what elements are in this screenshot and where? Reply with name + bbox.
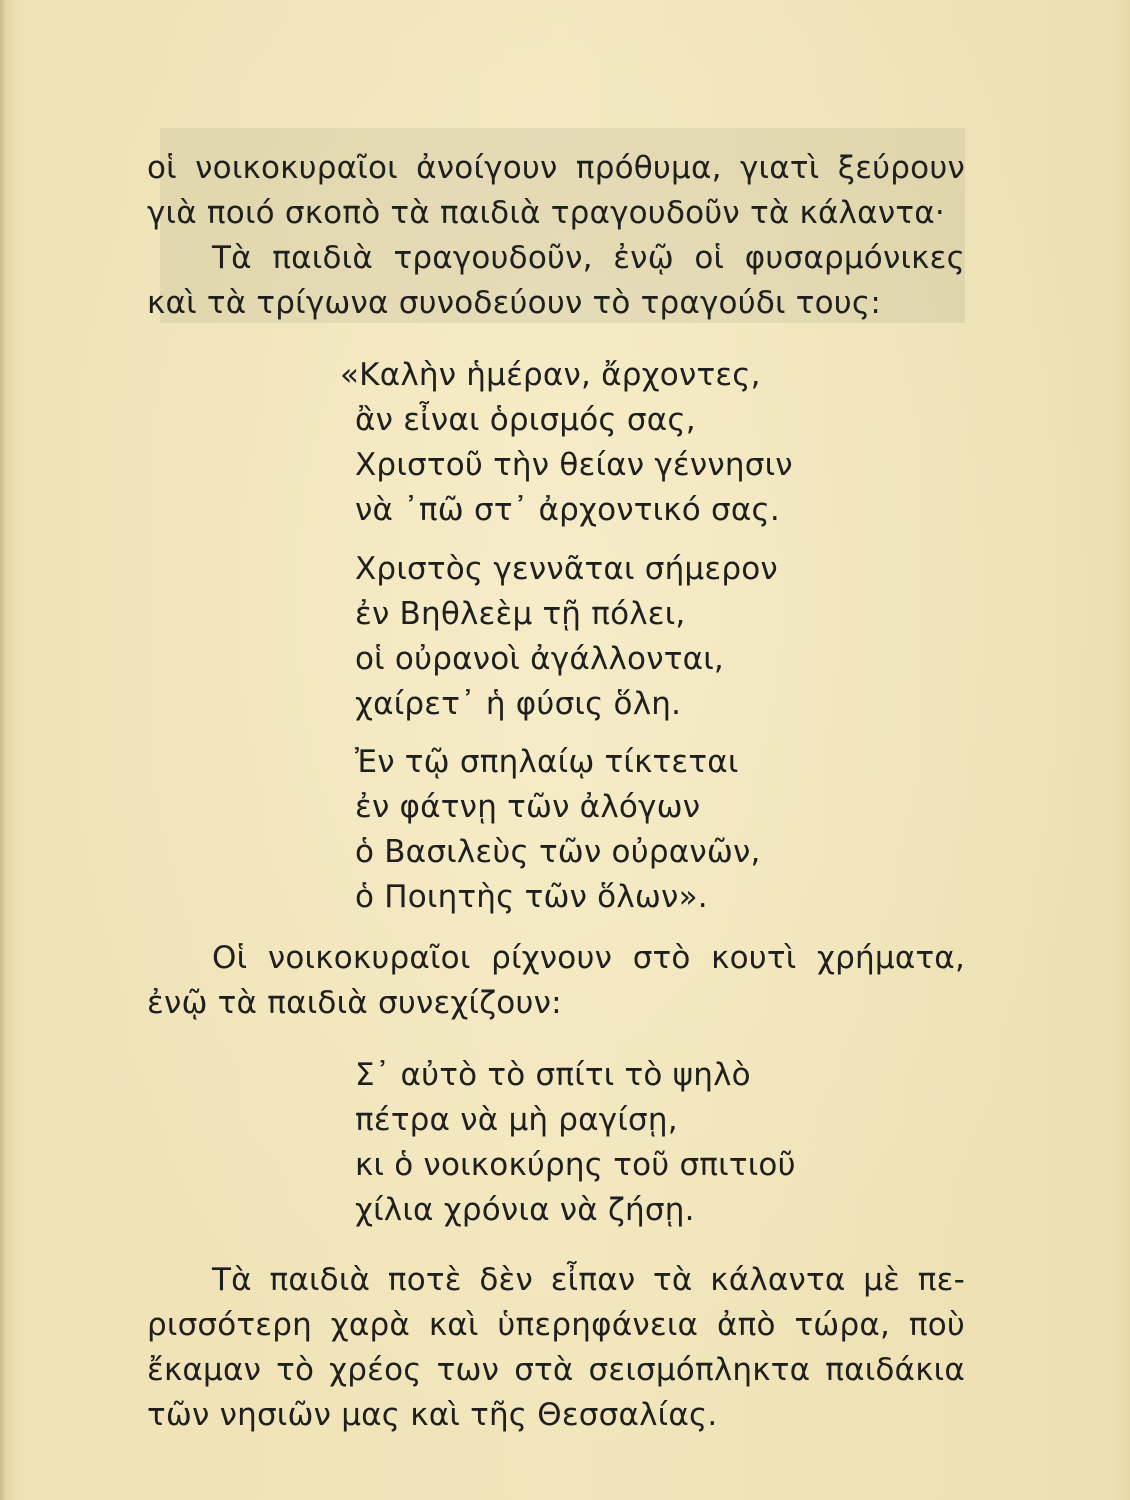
verse-line: ἐν Βηθλεὲμ τῇ πόλει, bbox=[355, 596, 686, 632]
verse-line: χαίρετ᾽ ἡ φύσις ὅλη. bbox=[355, 686, 682, 722]
verse-line: Χριστὸς γεννᾶται σήμερον bbox=[355, 551, 778, 587]
verse-line: ὁ Βασιλεὺς τῶν οὐρανῶν, bbox=[355, 834, 761, 870]
verse-line: ἐν φάτνῃ τῶν ἀλόγων bbox=[355, 789, 701, 825]
page-spine-shadow bbox=[0, 0, 6, 1500]
text-line: ἔκαμαν τὸ χρέος των στὰ σεισμόπληκτα παιδάκια bbox=[147, 1352, 965, 1388]
verse-line: Ἐν τῷ σπηλαίῳ τίκτεται bbox=[355, 744, 739, 780]
verse-line: «Καλὴν ἡμέραν, ἄρχοντες, bbox=[340, 357, 761, 393]
text-line: Οἱ νοικοκυραῖοι ρίχνουν στὸ κουτὶ χρήματα, bbox=[212, 940, 965, 976]
verse-line: ἂν εἶναι ὁρισμός σας, bbox=[355, 402, 696, 438]
text-line: καὶ τὰ τρίγωνα συνοδεύουν τὸ τραγούδι τους: bbox=[147, 285, 881, 321]
verse-line: ὁ Ποιητὴς τῶν ὅλων». bbox=[355, 879, 708, 915]
verse-line: Χριστοῦ τὴν θείαν γέννησιν bbox=[355, 447, 793, 483]
text-line: ἐνῷ τὰ παιδιὰ συνεχίζουν: bbox=[147, 985, 562, 1021]
verse-line: οἱ οὐρανοὶ ἀγάλλονται, bbox=[355, 641, 724, 677]
text-line: γιὰ ποιό σκοπὸ τὰ παιδιὰ τραγουδοῦν τὰ κάλαντα· bbox=[147, 195, 945, 231]
verse-line: νὰ ᾽πῶ στ᾽ ἀρχοντικό σας. bbox=[355, 492, 780, 528]
verse-line: Σ᾽ αὐτὸ τὸ σπίτι τὸ ψηλὸ bbox=[355, 1057, 751, 1093]
text-line: τῶν νησιῶν μας καὶ τῆς Θεσσαλίας. bbox=[147, 1397, 718, 1433]
verse-line: χίλια χρόνια νὰ ζήσῃ. bbox=[355, 1192, 695, 1228]
text-line: ρισσότερη χαρὰ καὶ ὑπερηφάνεια ἀπὸ τώρα, ποὺ bbox=[147, 1307, 965, 1343]
verse-line: πέτρα νὰ μὴ ραγίσῃ, bbox=[355, 1102, 678, 1138]
verse-line: κι ὁ νοικοκύρης τοῦ σπιτιοῦ bbox=[355, 1147, 796, 1183]
text-line: οἱ νοικοκυραῖοι ἀνοίγουν πρόθυμα, γιατὶ ξεύρουν bbox=[147, 150, 965, 186]
text-line: Τὰ παιδιὰ τραγουδοῦν, ἐνῷ οἱ φυσαρμόνικες bbox=[212, 240, 965, 276]
text-line: Τὰ παιδιὰ ποτὲ δὲν εἶπαν τὰ κάλαντα μὲ πε- bbox=[212, 1262, 965, 1298]
